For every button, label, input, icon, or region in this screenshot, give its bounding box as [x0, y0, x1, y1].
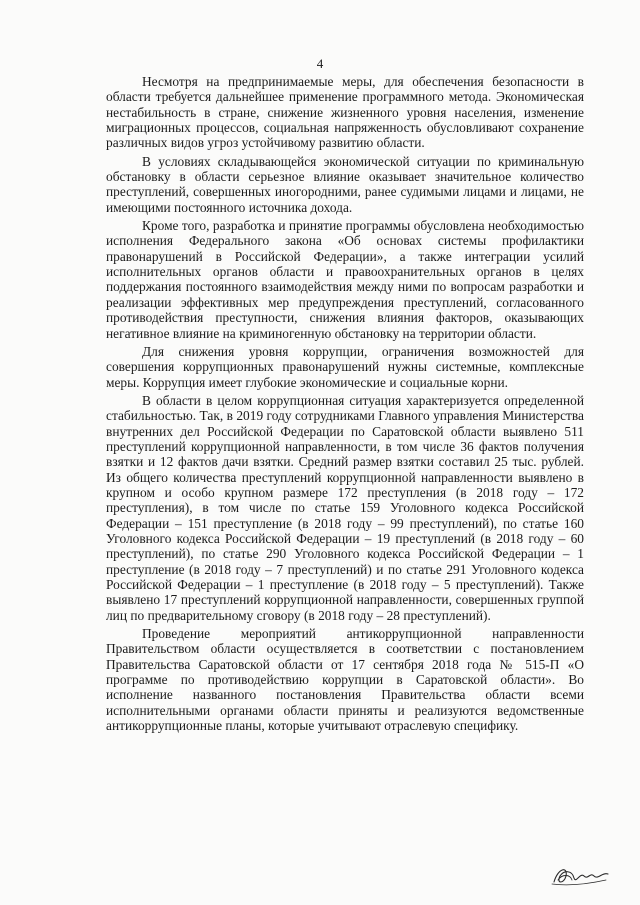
paragraph-1: Несмотря на предпринимаемые меры, для обеспечения безопасности в области требуется дальнейшее применение программного метода. Экономическая нестабильность в стране, снижение жизненного уровня населения, изменение миграционных процессов, социальная напряженность обусловливают сохранение различных видов угроз устойчивому развитию области.: [106, 74, 584, 151]
paragraph-2: В условиях складывающейся экономической ситуации по криминальную обстановку в области серьезное влияние оказывает значительное количество преступлений, совершенных иногородними, ранее судимыми лицами и лицами, не имеющими постоянного источника дохода.: [106, 153, 584, 215]
document-body: [106, 74, 584, 736]
paragraph-4: Для снижения уровня коррупции, ограничения возможностей для совершения коррупционных правонарушений нужны системные, комплексные меры. Коррупция имеет глубокие экономические и социальные корни.: [106, 343, 584, 390]
signature-icon: [548, 862, 612, 890]
paragraph-5: В области в целом коррупционная ситуация характеризуется определенной стабильностью. Так, в 2019 году сотрудниками Главного управления Министерства внутренних дел Российской Федерации по Саратовской области выявлено 511 преступлений коррупционной направленности, в том числе 36 фактов получения взятки и 12 фактов дачи взятки. Средний размер взятки составил 25 тыс. рублей. Из общего количества преступлений коррупционной направленности выявлено в крупном и особо крупном размере 172 преступления (в 2018 году – 172 преступления), в том числе по статье 159 Уголовного кодекса Российской Федерации – 151 преступление (в 2018 году – 99 преступлений), по статье 160 Уголовного кодекса Российской Федерации – 19 преступлений (в 2018 году – 60 преступлений), по статье 290 Уголовного кодекса Российской Федерации – 1 преступление (в 2018 году – 7 преступлений) и по статье 291 Уголовного кодекса Российской Федерации – 1 преступление (в 2018 году – 5 преступлений). Также выявлено 17 преступлений коррупционной направленности, совершенных группой лиц по предварительному сговору (в 2018 году – 28 преступлений).: [106, 392, 584, 623]
paragraph-3: Кроме того, разработка и принятие программы обусловлена необходимостью исполнения Федерального закона «Об основах системы профилактики правонарушений в Российской Федерации», а также интеграции усилий исполнительных органов области и правоохранительных органов в целях поддержания постоянного взаимодействия между ними по вопросам разработки и реализации эффективных мер предупреждения преступлений, согласованного противодействия преступности, снижения влияния факторов, оказывающих негативное влияние на криминогенную обстановку на территории области.: [106, 218, 584, 341]
page-number: 4: [316, 56, 324, 71]
paragraph-6: Проведение мероприятий антикоррупционной направленности Правительством области осуществляется в соответствии с постановлением Правительства Саратовской области от 17 сентября 2018 года № 515-П «О программе по противодействию коррупции в Саратовской области». Во исполнение названного постановления Правительства области всеми исполнительными органами области приняты и реализуются ведомственные антикоррупционные планы, которые учитывают отраслевую специфику.: [106, 626, 584, 734]
